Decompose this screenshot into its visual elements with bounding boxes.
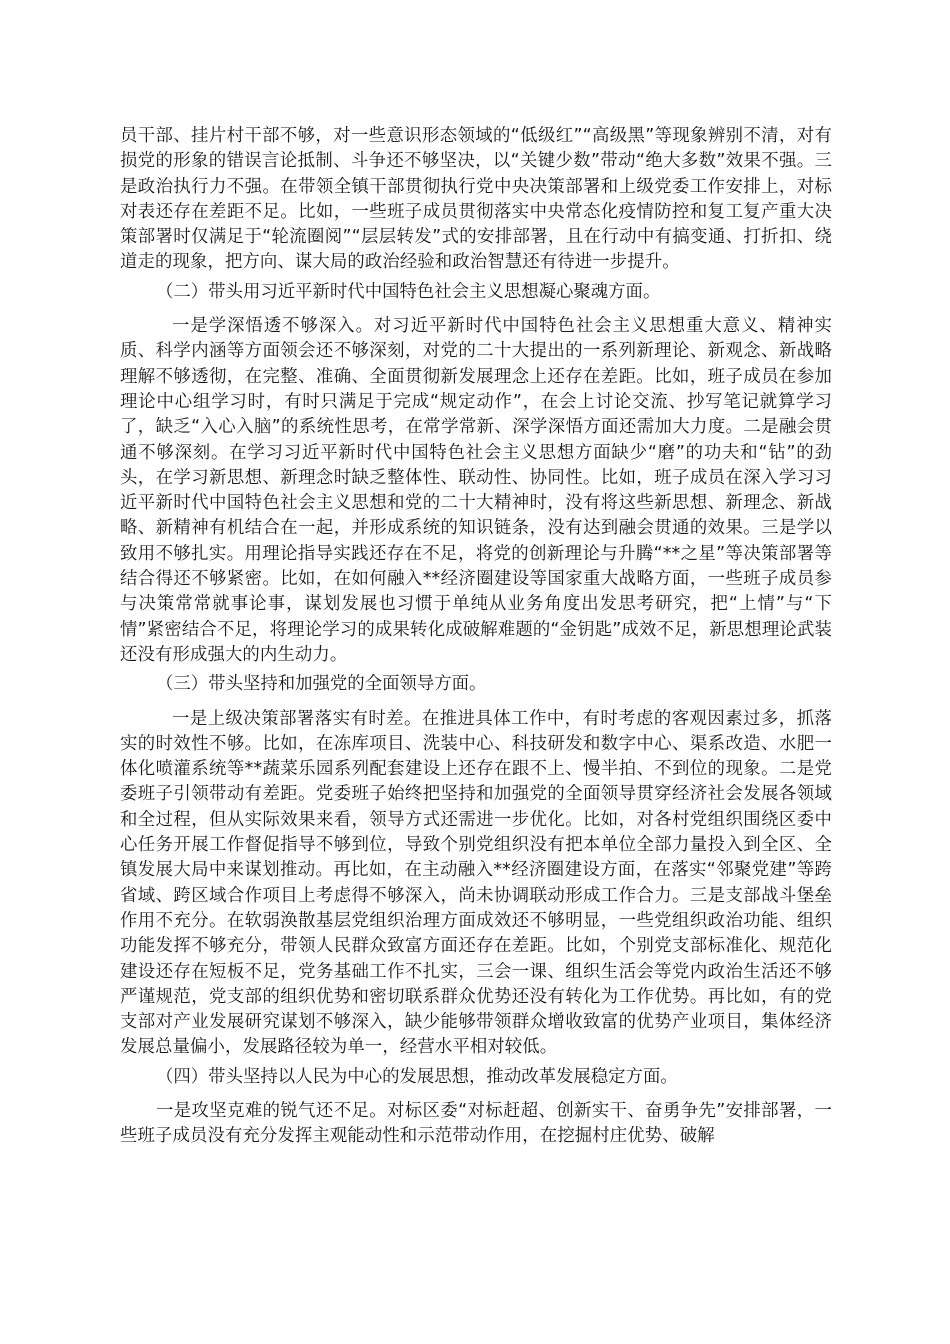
section-heading-4: （四）带头坚持以人民为中心的发展思想，推动改革发展稳定方面。 [156,1066,678,1087]
section-heading-2: （二）带头用习近平新时代中国特色社会主义思想凝心聚魂方面。 [156,281,661,302]
paragraph-political-execution: 员干部、挂片村干部不够，对一些意识形态领域的“低级红”“高级黑”等现象辨别不清，对有损党的形象的错误言论抵制、斗争还不够坚决，以“关键少数”带动“绝大多数”效果不强。三是政治执行力不强。在带领全镇干部贯彻执行党中央决策部署和上级党委工作安排上，对标对表还存在差距不足。比如，一些班子成员贯彻落实中央常态化疫情防控和复工复产重大决策部署时仅满足于“轮流圈阅”“层层转发”式的安排部署，且在行动中有搞变通、打折扣、绕道走的现象，把方向、谋大局的政治经验和政治智慧还有待进一步提升。 [120,126,832,273]
paragraph-people-centered: 一是攻坚克难的锐气还不足。对标区委“对标赶超、创新实干、奋勇争先”安排部署，一些班子成员没有充分发挥主观能动性和示范带动作用，在挖掘村庄优势、破解 [120,1100,832,1147]
paragraph-theory-study: 一是学深悟透不够深入。对习近平新时代中国特色社会主义思想重大意义、精神实质、科学内涵等方面领会还不够深刻，对党的二十大提出的一系列新理论、新观念、新战略理解不够透彻，在完整、准确、全面贯彻新发展理念上还存在差距。比如，班子成员在参加理论中心组学习时，有时只满足于完成“规定动作”，在会上讨论交流、抄写笔记就算学习了，缺乏“入心入脑”的系统性思考，在常学常新、深学深悟方面还需加大力度。二是融会贯通不够深刻。在学习习近平新时代中国特色社会主义思想方面缺少“磨”的功夫和“钻”的劲头，在学习新思想、新理念时缺乏整体性、联动性、协同性。比如，班子成员在深入学习习近平新时代中国特色社会主义思想和党的二十大精神时，没有将这些新思想、新理念、新战略、新精神有机结合在一起，并形成系统的知识链条，没有达到融会贯通的效果。三是学以致用不够扎实。用理论指导实践还存在不足，将党的创新理论与升腾“**之星”等决策部署等结合得还不够紧密。比如，在如何融入**经济圈建设等国家重大战略方面，一些班子成员参与决策常常就事论事，谋划发展也习惯于单纯从业务角度出发思考研究，把“上情”与“下情”紧密结合不足，将理论学习的成果转化成破解难题的“金钥匙”成效不足，新思想理论武装还没有形成强大的内生动力。 [120,316,832,665]
document-page [120,124,832,1150]
paragraph-party-leadership: 一是上级决策部署落实有时差。在推进具体工作中，有时考虑的客观因素过多，抓落实的时效性不够。比如，在冻库项目、洗装中心、科技研发和数字中心、渠系改造、水肥一体化喷灌系统等**蔬菜乐园系列配套建设上还存在跟不上、慢半拍、不到位的现象。二是党委班子引领带动有差距。党委班子始终把坚持和加强党的全面领导贯穿经济社会发展各领域和全过程，但从实际效果来看，领导方式还需进一步优化。比如，对各村党组织围绕区委中心任务开展工作督促指导不够到位，导致个别党组织没有把本单位全部力量投入到全区、全镇发展大局中来谋划推动。再比如，在主动融入**经济圈建设方面，在落实“邻聚党建”等跨省域、跨区域合作项目上考虑得不够深入，尚未协调联动形成工作合力。三是支部战斗堡垒作用不充分。在软弱涣散基层党组织治理方面成效还不够明显，一些党组织政治功能、组织功能发挥不够充分，带领人民群众致富方面还存在差距。比如，个别党支部标准化、规范化建设还存在短板不足，党务基础工作不扎实，三会一课、组织生活会等党内政治生活还不够严谨规范，党支部的组织优势和密切联系群众优势还没有转化为工作优势。再比如，有的党支部对产业发展研究谋划不够深入，缺少能够带领群众增收致富的优势产业项目，集体经济发展总量偏小，发展路径较为单一，经营水平相对较低。 [120,708,832,1058]
section-heading-3: （三）带头坚持和加强党的全面领导方面。 [156,674,487,695]
